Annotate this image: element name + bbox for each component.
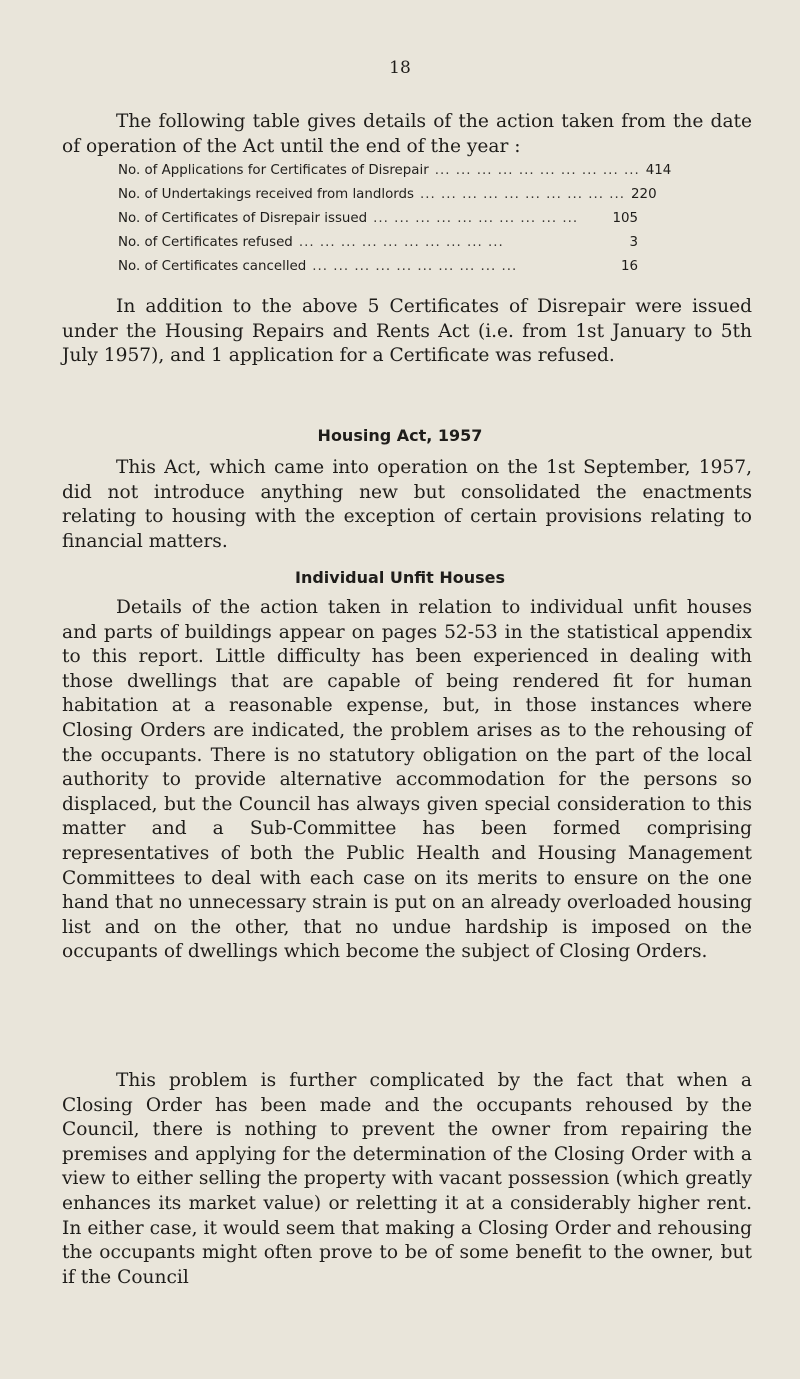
stat-row (118, 259, 638, 283)
stat-label: No. of Undertakings received from landlords (118, 187, 415, 202)
stat-label: No. of Certificates cancelled (118, 259, 307, 274)
stat-row (118, 211, 638, 235)
leader-dots: ... ... ... ... ... ... ... ... ... ... (373, 211, 579, 226)
stat-value: 220 (631, 187, 657, 202)
stat-row (118, 187, 657, 211)
heading-housing-act: Housing Act, 1957 (317, 426, 483, 445)
stat-value: 3 (629, 235, 638, 250)
unfit-paragraph-block (62, 596, 752, 965)
intro-paragraph: The following table gives details of the action taken from the date of operation of the Act until the end of the year : (62, 111, 752, 157)
leader-dots: ... ... ... ... ... ... ... ... ... ... (298, 235, 504, 250)
housing-act-paragraph: This Act, which came into operation on the 1st September, 1957, did not introduce anything new but consolidated the enactments relating to housing with the exception of certain provisions relating to financial matters. (62, 457, 752, 552)
intro-paragraph-block (62, 110, 752, 159)
leader-dots: ... ... ... ... ... ... ... ... ... ... (420, 187, 626, 202)
housing-act-paragraph-block (62, 456, 752, 554)
leader-dots: ... ... ... ... ... ... ... ... ... ... (434, 163, 640, 178)
stat-row (118, 235, 638, 259)
addition-paragraph-block (62, 295, 752, 369)
stat-value: 105 (612, 211, 638, 226)
unfit-paragraph: Details of the action taken in relation to individual unfit houses and parts of buildings appear on pages 52-53 in the statistical appendix to this report. Little difficulty has been experienced in dealing with those dwellings that are capable of being rendered fit for human habitation at a reasonable expense, but, in those instances where Closing Orders are indicated, the problem arises as to the rehousing of the occupants. There is no statutory obligation on the part of the local authority to provide alternative accommodation for the persons so displaced, but the Council has always given special consideration to this matter and a Sub-Committee has been formed comprising representatives of both the Public Health and Housing Management Committees to deal with each case on its merits to ensure on the one hand that no unnecessary strain is put on an already overloaded housing list and on the other, that no undue hardship is imposed on the occupants of dwellings which become the subject of Closing Orders. (62, 597, 752, 963)
heading-unfit-houses: Individual Unfit Houses (294, 568, 506, 587)
stat-value: 16 (620, 259, 638, 274)
leader-dots: ... ... ... ... ... ... ... ... ... ... (312, 259, 518, 274)
stat-row (118, 163, 672, 187)
stat-label: No. of Certificates refused (118, 235, 293, 250)
page-number: 18 (389, 58, 411, 78)
stat-label: No. of Applications for Certificates of Disrepair (118, 163, 429, 178)
stat-value: 414 (645, 163, 672, 178)
stat-label: No. of Certificates of Disrepair issued (118, 211, 368, 226)
statistics-table (118, 163, 672, 283)
addition-paragraph: In addition to the above 5 Certificates of Disrepair were issued under the Housing Repairs and Rents Act (i.e. from 1st January to 5th July 1957), and 1 application for a Certificate was refused. (62, 296, 752, 367)
problem-paragraph: This problem is further complicated by the fact that when a Closing Order has been made and the occupants rehoused by the Council, there is nothing to prevent the owner from repairing the premises and applying for the determination of the Closing Order with a view to either selling the property with vacant possession (which greatly enhances its market value) or reletting it at a considerably higher rent. In either case, it would seem that making a Closing Order and rehousing the occupants might often prove to be of some benefit to the owner, but if the Council (62, 1070, 752, 1288)
problem-paragraph-block (62, 1069, 752, 1290)
